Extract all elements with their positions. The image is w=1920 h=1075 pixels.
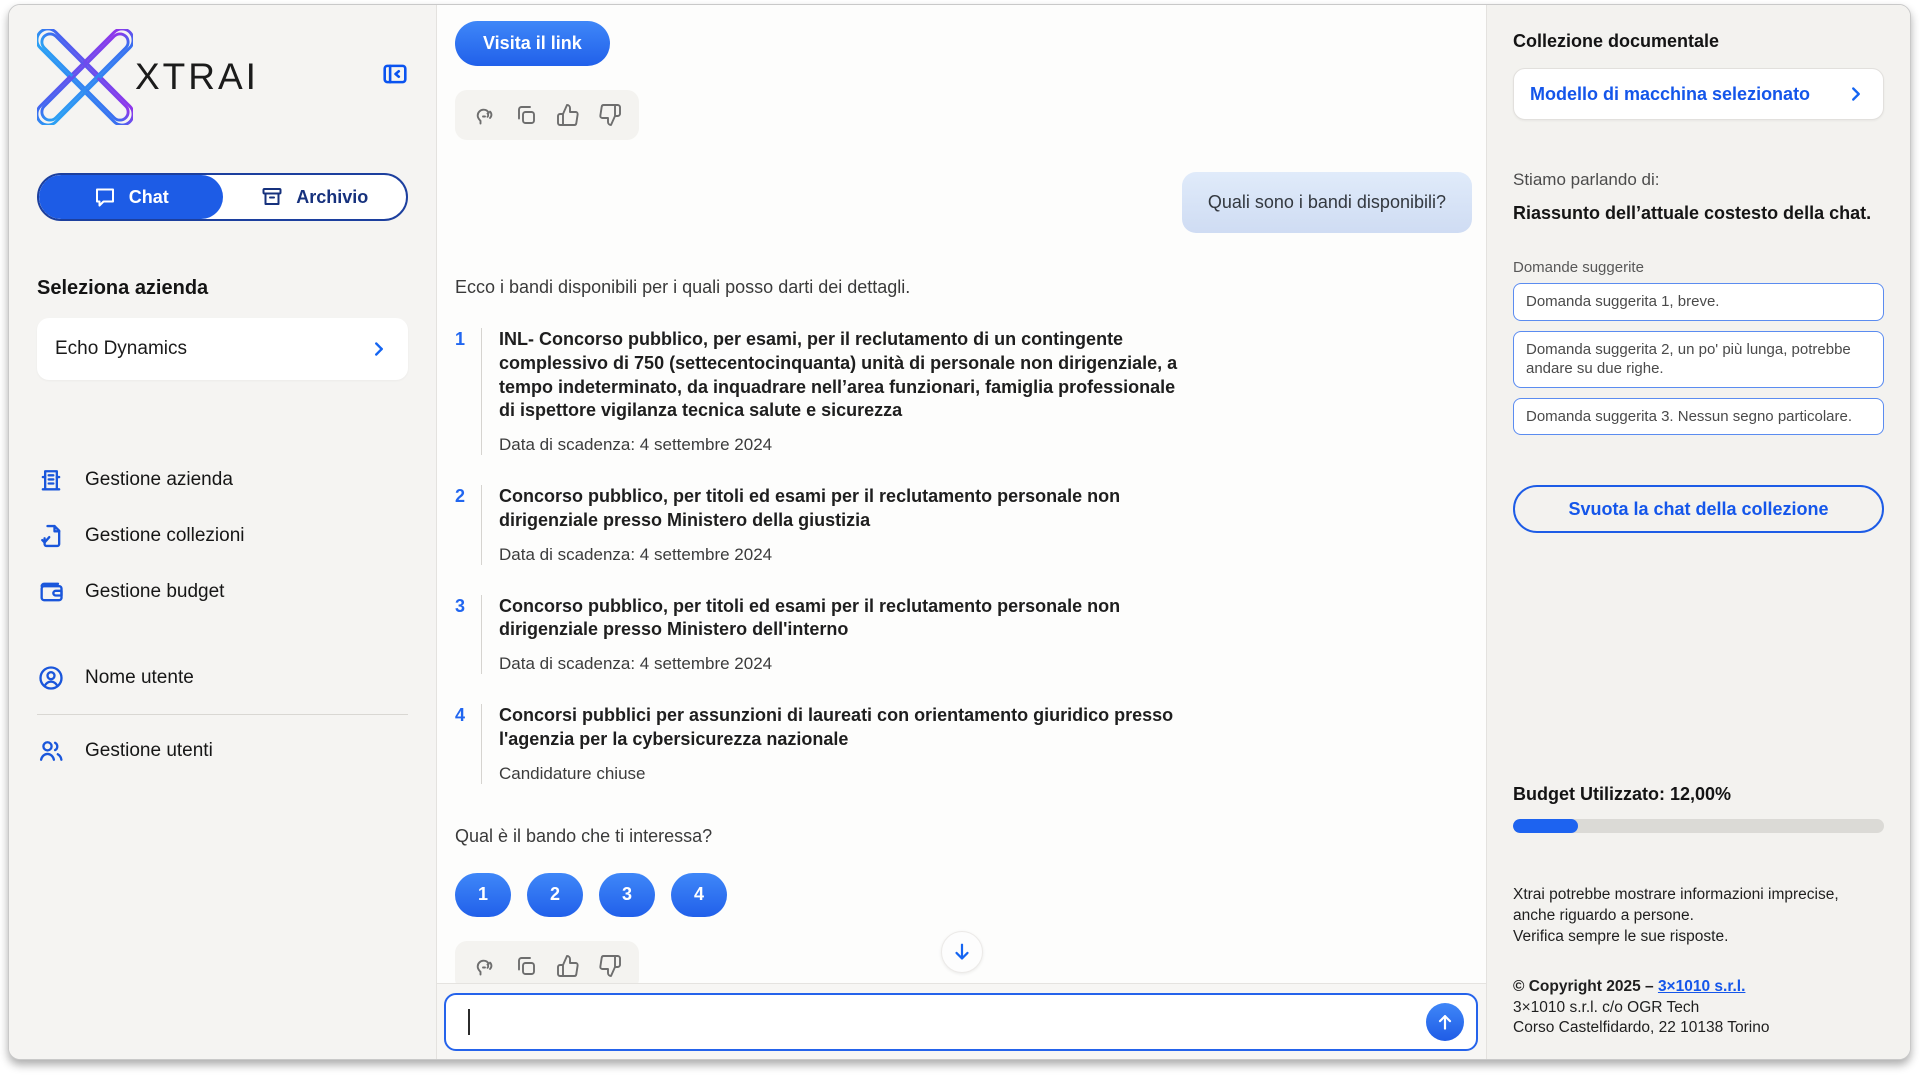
logo — [37, 29, 408, 125]
thumbs-down-icon[interactable] — [598, 954, 622, 978]
bando-item — [455, 328, 1195, 455]
quick-reply-3[interactable]: 3 — [599, 873, 655, 917]
visit-link-button[interactable]: Visita il link — [455, 21, 610, 66]
company-building-icon — [37, 466, 65, 494]
clear-chat-button[interactable]: Svuota la chat della collezione — [1513, 485, 1884, 533]
bando-status: Data di scadenza: 4 settembre 2024 — [499, 544, 773, 564]
budget-progress-fill — [1513, 819, 1578, 833]
right-sidebar — [1486, 5, 1910, 1059]
bando-item — [455, 595, 1195, 675]
thumbs-up-icon[interactable] — [556, 954, 580, 978]
message-actions — [455, 90, 639, 140]
sidebar-item-gestione-collezioni[interactable] — [37, 508, 408, 564]
context-summary: Riassunto dell’attuale costesto della chat. — [1513, 203, 1872, 223]
sidebar-item-gestione-azienda[interactable] — [37, 452, 408, 508]
user-message-row — [455, 172, 1472, 233]
chevron-right-icon — [1845, 83, 1867, 105]
quick-reply-4[interactable]: 4 — [671, 873, 727, 917]
context-label: Stiamo parlando di: — [1513, 170, 1660, 189]
disclaimer-line: anche riguardo a persone. — [1513, 906, 1694, 924]
budget-progress-bar — [1513, 819, 1884, 833]
tab-chat[interactable] — [39, 175, 223, 219]
bando-number: 2 — [455, 486, 466, 506]
company-section-heading: Seleziona azienda — [37, 277, 209, 299]
budget-label: Budget Utilizzato: 12,00% — [1513, 784, 1732, 805]
tab-archivio-label: Archivio — [296, 186, 369, 207]
bando-number: 3 — [455, 595, 466, 616]
follow-up-question: Qual è il bando che ti interessa? — [455, 825, 713, 846]
assistant-intro-text: Ecco i bandi disponibili per i quali posso darti dei dettagli. — [455, 277, 911, 297]
bando-status: Data di scadenza: 4 settembre 2024 — [499, 654, 773, 673]
arrow-down-icon — [951, 941, 973, 963]
sidebar-item-label: Gestione collezioni — [85, 525, 245, 546]
chat-input[interactable] — [444, 993, 1478, 1051]
sidebar-item-nome-utente[interactable] — [37, 650, 408, 706]
wallet-icon — [37, 578, 65, 606]
tab-chat-label: Chat — [128, 186, 169, 207]
panel-collapse-icon — [380, 61, 410, 87]
scroll-to-bottom-button[interactable] — [941, 931, 983, 973]
company-selector[interactable] — [37, 318, 408, 380]
chevron-right-icon — [368, 338, 390, 360]
sidebar-item-label: Nome utente — [85, 667, 194, 688]
archive-icon — [260, 185, 284, 209]
messages-area — [437, 5, 1486, 983]
logo-wordmark: XTRAI — [135, 56, 259, 97]
suggested-questions-label: Domande suggerite — [1513, 259, 1644, 277]
company-selected-label: Echo Dynamics — [55, 338, 187, 359]
sidebar-item-label: Gestione budget — [85, 581, 225, 602]
user-circle-icon — [37, 664, 65, 692]
left-sidebar — [9, 5, 437, 1059]
copyright-line: 3×1010 s.r.l. c/o OGR Tech — [1513, 998, 1700, 1016]
spacer — [37, 620, 408, 650]
copyright-prefix: © Copyright 2025 – — [1513, 978, 1658, 996]
arrow-up-icon — [1435, 1012, 1455, 1032]
collapse-sidebar-button[interactable] — [380, 61, 410, 87]
chat-bubble-icon — [93, 185, 117, 209]
model-selector-label: Modello di macchina selezionato — [1530, 83, 1811, 104]
disclaimer-line: Xtrai potrebbe mostrare informazioni imprecise, — [1513, 886, 1839, 904]
copy-icon[interactable] — [514, 954, 538, 978]
copyright-block — [1513, 977, 1884, 1039]
disclaimer-text — [1513, 885, 1884, 947]
company-link[interactable]: 3×1010 s.r.l. — [1657, 978, 1746, 996]
message-actions — [455, 941, 639, 984]
quick-reply-1[interactable]: 1 — [455, 873, 511, 917]
app-window — [8, 4, 1911, 1060]
thumbs-down-icon[interactable] — [598, 103, 622, 127]
sidebar-item-label: Gestione utenti — [85, 740, 213, 761]
bando-number: 4 — [455, 705, 466, 725]
bando-item — [455, 704, 1195, 784]
chat-input-bar — [437, 983, 1486, 1059]
bando-number: 1 — [455, 329, 466, 349]
bando-title: Concorsi pubblici per assunzioni di laureati con orientamento giuridico presso l'agenzia per la cybersicurezza nazionale — [499, 705, 1174, 749]
collection-heading: Collezione documentale — [1513, 31, 1720, 51]
users-icon — [37, 737, 65, 765]
suggested-question-1[interactable]: Domanda suggerita 1, breve. — [1513, 283, 1884, 321]
disclaimer-line: Verifica sempre le sue risposte. — [1513, 927, 1729, 945]
thumbs-up-icon[interactable] — [556, 103, 580, 127]
divider — [37, 714, 408, 715]
quick-replies — [455, 873, 1472, 917]
suggested-question-3[interactable]: Domanda suggerita 3. Nessun segno particolare. — [1513, 398, 1884, 436]
bando-title: Concorso pubblico, per titoli ed esami per il reclutamento personale non dirigenziale presso Ministero della giustizia — [499, 486, 1121, 530]
suggested-question-2[interactable]: Domanda suggerita 2, un po' più lunga, potrebbe andare su due righe. — [1513, 331, 1884, 388]
chat-column — [437, 5, 1486, 1059]
budget-section — [1513, 784, 1884, 833]
xtrai-logo-icon — [37, 29, 133, 125]
copyright-line: Corso Castelfidardo, 22 10138 Torino — [1513, 1019, 1770, 1037]
bando-item — [455, 485, 1195, 565]
sidebar-item-label: Gestione azienda — [85, 469, 233, 490]
read-aloud-icon[interactable] — [472, 954, 496, 978]
user-message-bubble: Quali sono i bandi disponibili? — [1182, 172, 1472, 233]
tab-archivio[interactable] — [223, 175, 407, 219]
sidebar-item-gestione-utenti[interactable] — [37, 723, 408, 779]
quick-reply-2[interactable]: 2 — [527, 873, 583, 917]
send-button[interactable] — [1426, 1003, 1464, 1041]
bando-status: Candidature chiuse — [499, 763, 646, 783]
copy-icon[interactable] — [514, 103, 538, 127]
read-aloud-icon[interactable] — [472, 103, 496, 127]
chat-archive-tabs — [37, 173, 408, 221]
sidebar-item-gestione-budget[interactable] — [37, 564, 408, 620]
model-selector-button[interactable] — [1513, 68, 1884, 120]
bando-title: Concorso pubblico, per titoli ed esami per il reclutamento personale non dirigenziale presso Ministero dell'interno — [499, 595, 1121, 640]
bando-status: Data di scadenza: 4 settembre 2024 — [499, 435, 773, 454]
text-cursor — [468, 1009, 470, 1035]
bando-title: INL- Concorso pubblico, per esami, per il reclutamento di un contingente complessivo di 750 (settecentocinquanta) unità di personale non dirigenziale, a tempo indeterminato, da inquadrare nell’area funzionari, famiglia professionale di ispettore vigilanza tecnica salute e sicurezza — [499, 329, 1178, 421]
document-check-icon — [37, 522, 65, 550]
